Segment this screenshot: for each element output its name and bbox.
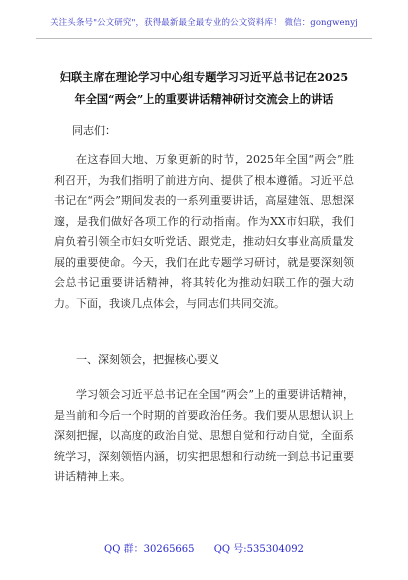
header-promo-note: 关注头条号"公文研究"，获得最新最全最专业的公文资料库！ 微信：gongwenyj <box>50 18 358 28</box>
title-line-1: 妇联主席在理论学习中心组专题学习习近平总书记在2025 <box>59 70 349 84</box>
title-line-2: 年全国“两会”上的重要讲话精神研讨交流会上的讲话 <box>74 92 334 106</box>
section-heading-1: 一、深刻领会，把握核心要义 <box>76 353 219 366</box>
footer-qq-group: QQ 群：30265665 <box>104 544 195 555</box>
body-paragraph-1: 在这春回大地、万象更新的时节，2025年全国“两会”胜利召开，为我们指明了前进方向、提供了根本遵循。习近平总书记在“两会”期间发表的一系列重要讲话，高屋建瓴、思想深邃，是我们做好各项工作的行动指南。作为XX市妇联，我们肩负着引领全市妇女听党话、跟党走，推动妇女事业高质量发展的重要使命。今天，我们在此专题学习研讨，就是要深刻领会总书记重要讲话精神，将其转化为推动妇联工作的强大动力。下面，我谈几点体会，与同志们共同交流。 <box>54 153 354 310</box>
document-title <box>36 66 372 110</box>
footer-qq-number: QQ 号:535304092 <box>213 544 304 555</box>
body-paragraph-2: 学习领会习近平总书记在全国“两会”上的重要讲话精神，是当前和今后一个时期的首要政治任务。我们要从思想认识上深刻把握，以高度的政治自觉、思想自觉和行动自觉，全面系统学习，深刻领悟内涵，切实把思想和行动统一到总书记重要讲话精神上来。 <box>54 388 354 483</box>
header-divider <box>36 38 372 39</box>
footer-contact <box>0 540 408 555</box>
salutation: 同志们： <box>72 124 116 137</box>
